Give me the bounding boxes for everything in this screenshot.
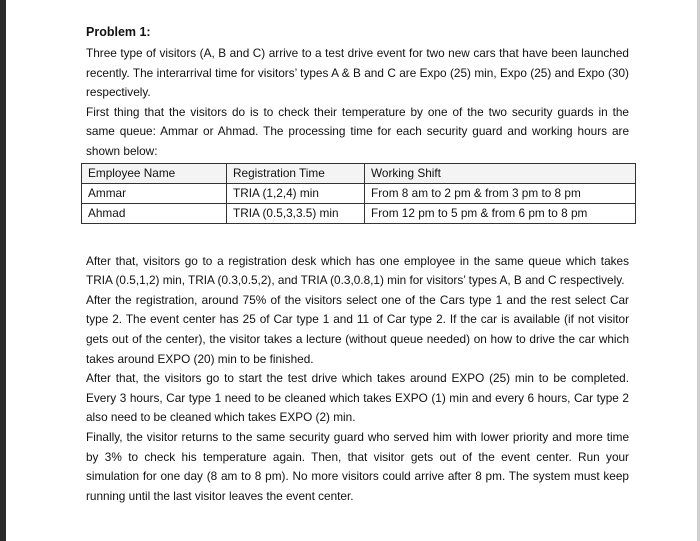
table-header-row: [82, 163, 636, 183]
cell-name: Ahmad: [82, 203, 227, 223]
cell-shift: From 8 am to 2 pm & from 3 pm to 8 pm: [365, 183, 636, 203]
header-employee-name: Employee Name: [82, 163, 227, 183]
table-row: [82, 203, 636, 223]
problem-title: Problem 1:: [86, 25, 151, 39]
cell-time: TRIA (0.5,3,3.5) min: [227, 203, 365, 223]
cars-paragraph: After the registration, around 75% of the visitors select one of the Cars type 1 and the rest select Car type 2. The event center has 25 of Car type 1 and 11 of Car type 2. If the car is available (if not visitor gets out of the center), the visitor takes a lecture (without queue needed) on how to drive the car which takes around EXPO (20) min to be finished.: [86, 292, 629, 366]
problem-document: [86, 22, 629, 506]
table-row: [82, 183, 636, 203]
spacer: [86, 224, 629, 252]
final-paragraph: Finally, the visitor returns to the same security guard who served him with lower priority and more time by 3% to check his temperature again. Then, that visitor gets out of the event center. Run your simulation for one day (8 am to 8 pm). No more visitors could arrive after 8 pm. The system must keep running until the last visitor leaves the event center.: [86, 429, 629, 503]
header-working-shift: Working Shift: [365, 163, 636, 183]
testdrive-paragraph: After that, the visitors go to start the test drive which takes around EXPO (25) min to be completed. Every 3 hours, Car type 1 need to be cleaned which takes EXPO (1) min and every 6 hours, Car type 2 also need to be cleaned which takes EXPO (2) min.: [86, 371, 629, 425]
header-registration-time: Registration Time: [227, 163, 365, 183]
left-border: [0, 0, 6, 541]
cell-name: Ammar: [82, 183, 227, 203]
employee-table: [81, 163, 636, 224]
cell-time: TRIA (1,2,4) min: [227, 183, 365, 203]
cell-shift: From 12 pm to 5 pm & from 6 pm to 8 pm: [365, 203, 636, 223]
intro-paragraph: Three type of visitors (A, B and C) arrive to a test drive event for two new cars that have been launched recently. The interarrival time for visitors’ types A & B and C are Expo (25) min, Expo (25) and Expo (30) respectively.: [86, 46, 629, 100]
security-paragraph: First thing that the visitors do is to check their temperature by one of the two security guards in the same queue: Ammar or Ahmad. The processing time for each security guard and working hours are shown below:: [86, 104, 629, 158]
registration-paragraph: After that, visitors go to a registration desk which has one employee in the same queue which takes TRIA (0.5,1,2) min, TRIA (0.3,0.5,2), and TRIA (0.3,0.8,1) min for visitors’ types A, B and C respectively.: [86, 253, 629, 288]
